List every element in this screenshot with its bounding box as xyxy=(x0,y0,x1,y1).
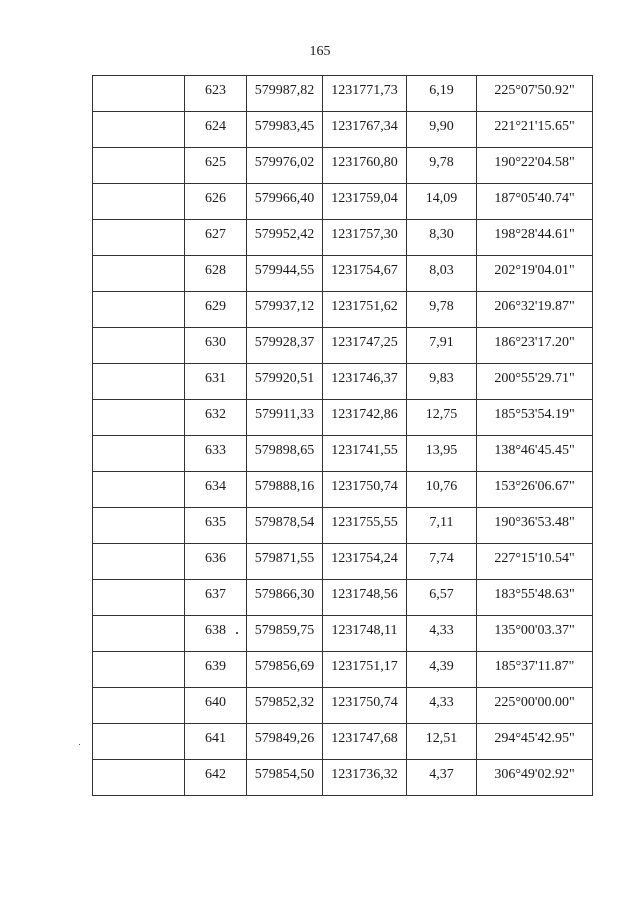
length-cell: 9,78 xyxy=(407,292,477,328)
angle-cell: 221°21'15.65" xyxy=(477,112,593,148)
y-coordinate-cell: 1231759,04 xyxy=(323,184,407,220)
length-cell: 7,74 xyxy=(407,544,477,580)
table-row xyxy=(93,328,593,364)
length-cell: 6,19 xyxy=(407,76,477,112)
point-number-cell: 630 xyxy=(185,328,247,364)
blank-cell xyxy=(93,148,185,184)
length-cell: 9,90 xyxy=(407,112,477,148)
length-cell: 7,11 xyxy=(407,508,477,544)
y-coordinate-cell: 1231757,30 xyxy=(323,220,407,256)
point-number-cell: 636 xyxy=(185,544,247,580)
y-coordinate-cell: 1231748,56 xyxy=(323,580,407,616)
point-number-cell: 632 xyxy=(185,400,247,436)
x-coordinate-cell: 579911,33 xyxy=(247,400,323,436)
x-coordinate-cell: 579987,82 xyxy=(247,76,323,112)
coordinates-table xyxy=(92,75,593,796)
angle-cell: 186°23'17.20" xyxy=(477,328,593,364)
y-coordinate-cell: 1231755,55 xyxy=(323,508,407,544)
length-cell: 13,95 xyxy=(407,436,477,472)
point-number-cell: 631 xyxy=(185,364,247,400)
angle-cell: 153°26'06.67" xyxy=(477,472,593,508)
length-cell: 10,76 xyxy=(407,472,477,508)
x-coordinate-cell: 579878,54 xyxy=(247,508,323,544)
angle-cell: 294°45'42.95" xyxy=(477,724,593,760)
point-number-cell: 641 xyxy=(185,724,247,760)
length-cell: 7,91 xyxy=(407,328,477,364)
x-coordinate-cell: 579983,45 xyxy=(247,112,323,148)
x-coordinate-cell: 579966,40 xyxy=(247,184,323,220)
y-coordinate-cell: 1231747,68 xyxy=(323,724,407,760)
y-coordinate-cell: 1231754,67 xyxy=(323,256,407,292)
table-row xyxy=(93,508,593,544)
blank-cell xyxy=(93,760,185,796)
blank-cell xyxy=(93,184,185,220)
table-row xyxy=(93,724,593,760)
x-coordinate-cell: 579859,75 xyxy=(247,616,323,652)
blank-cell xyxy=(93,724,185,760)
table-row xyxy=(93,112,593,148)
length-cell: 8,30 xyxy=(407,220,477,256)
point-number-cell: 625 xyxy=(185,148,247,184)
length-cell: 6,57 xyxy=(407,580,477,616)
length-cell: 9,83 xyxy=(407,364,477,400)
length-cell: 8,03 xyxy=(407,256,477,292)
y-coordinate-cell: 1231742,86 xyxy=(323,400,407,436)
table-row xyxy=(93,544,593,580)
table-row xyxy=(93,256,593,292)
angle-cell: 187°05'40.74" xyxy=(477,184,593,220)
table-row xyxy=(93,436,593,472)
table-row xyxy=(93,652,593,688)
table-row xyxy=(93,220,593,256)
y-coordinate-cell: 1231760,80 xyxy=(323,148,407,184)
x-coordinate-cell: 579976,02 xyxy=(247,148,323,184)
x-coordinate-cell: 579888,16 xyxy=(247,472,323,508)
blank-cell xyxy=(93,256,185,292)
coordinates-table-body xyxy=(93,76,593,796)
y-coordinate-cell: 1231741,55 xyxy=(323,436,407,472)
blank-cell xyxy=(93,400,185,436)
point-number-cell: 642 xyxy=(185,760,247,796)
blank-cell xyxy=(93,220,185,256)
blank-cell xyxy=(93,652,185,688)
scan-speck xyxy=(79,744,80,745)
angle-cell: 206°32'19.87" xyxy=(477,292,593,328)
angle-cell: 225°00'00.00" xyxy=(477,688,593,724)
point-number-cell: 629 xyxy=(185,292,247,328)
point-number-cell: 637 xyxy=(185,580,247,616)
table-row xyxy=(93,400,593,436)
table-row xyxy=(93,364,593,400)
x-coordinate-cell: 579928,37 xyxy=(247,328,323,364)
y-coordinate-cell: 1231771,73 xyxy=(323,76,407,112)
x-coordinate-cell: 579866,30 xyxy=(247,580,323,616)
point-number-cell: 624 xyxy=(185,112,247,148)
blank-cell xyxy=(93,616,185,652)
blank-cell xyxy=(93,328,185,364)
x-coordinate-cell: 579849,26 xyxy=(247,724,323,760)
x-coordinate-cell: 579856,69 xyxy=(247,652,323,688)
blank-cell xyxy=(93,436,185,472)
angle-cell: 227°15'10.54" xyxy=(477,544,593,580)
table-row xyxy=(93,472,593,508)
table-row xyxy=(93,184,593,220)
y-coordinate-cell: 1231736,32 xyxy=(323,760,407,796)
y-coordinate-cell: 1231767,34 xyxy=(323,112,407,148)
angle-cell: 190°36'53.48" xyxy=(477,508,593,544)
point-number-cell: 633 xyxy=(185,436,247,472)
x-coordinate-cell: 579920,51 xyxy=(247,364,323,400)
x-coordinate-cell: 579871,55 xyxy=(247,544,323,580)
x-coordinate-cell: 579937,12 xyxy=(247,292,323,328)
angle-cell: 306°49'02.92" xyxy=(477,760,593,796)
length-cell: 4,39 xyxy=(407,652,477,688)
table-row xyxy=(93,580,593,616)
point-number-cell: 626 xyxy=(185,184,247,220)
angle-cell: 185°37'11.87" xyxy=(477,652,593,688)
y-coordinate-cell: 1231748,11 xyxy=(323,616,407,652)
length-cell: 12,75 xyxy=(407,400,477,436)
y-coordinate-cell: 1231751,17 xyxy=(323,652,407,688)
table-row xyxy=(93,76,593,112)
angle-cell: 202°19'04.01" xyxy=(477,256,593,292)
length-cell: 4,37 xyxy=(407,760,477,796)
y-coordinate-cell: 1231747,25 xyxy=(323,328,407,364)
point-number-cell: 623 xyxy=(185,76,247,112)
blank-cell xyxy=(93,292,185,328)
table-row xyxy=(93,148,593,184)
angle-cell: 138°46'45.45" xyxy=(477,436,593,472)
point-number-cell: 635 xyxy=(185,508,247,544)
blank-cell xyxy=(93,76,185,112)
length-cell: 12,51 xyxy=(407,724,477,760)
x-coordinate-cell: 579854,50 xyxy=(247,760,323,796)
point-number-cell: 638 xyxy=(185,616,247,652)
angle-cell: 183°55'48.63" xyxy=(477,580,593,616)
scan-speck xyxy=(236,632,238,634)
y-coordinate-cell: 1231751,62 xyxy=(323,292,407,328)
table-row xyxy=(93,616,593,652)
point-number-cell: 634 xyxy=(185,472,247,508)
length-cell: 14,09 xyxy=(407,184,477,220)
blank-cell xyxy=(93,364,185,400)
length-cell: 4,33 xyxy=(407,616,477,652)
point-number-cell: 628 xyxy=(185,256,247,292)
table-row xyxy=(93,688,593,724)
blank-cell xyxy=(93,580,185,616)
point-number-cell: 639 xyxy=(185,652,247,688)
table-row xyxy=(93,292,593,328)
blank-cell xyxy=(93,688,185,724)
angle-cell: 190°22'04.58" xyxy=(477,148,593,184)
x-coordinate-cell: 579898,65 xyxy=(247,436,323,472)
angle-cell: 185°53'54.19" xyxy=(477,400,593,436)
point-number-cell: 640 xyxy=(185,688,247,724)
length-cell: 9,78 xyxy=(407,148,477,184)
blank-cell xyxy=(93,112,185,148)
angle-cell: 200°55'29.71" xyxy=(477,364,593,400)
blank-cell xyxy=(93,508,185,544)
y-coordinate-cell: 1231750,74 xyxy=(323,472,407,508)
blank-cell xyxy=(93,472,185,508)
y-coordinate-cell: 1231754,24 xyxy=(323,544,407,580)
y-coordinate-cell: 1231750,74 xyxy=(323,688,407,724)
point-number-cell: 627 xyxy=(185,220,247,256)
angle-cell: 225°07'50.92" xyxy=(477,76,593,112)
angle-cell: 198°28'44.61" xyxy=(477,220,593,256)
blank-cell xyxy=(93,544,185,580)
x-coordinate-cell: 579852,32 xyxy=(247,688,323,724)
table-row xyxy=(93,760,593,796)
x-coordinate-cell: 579944,55 xyxy=(247,256,323,292)
x-coordinate-cell: 579952,42 xyxy=(247,220,323,256)
y-coordinate-cell: 1231746,37 xyxy=(323,364,407,400)
angle-cell: 135°00'03.37" xyxy=(477,616,593,652)
length-cell: 4,33 xyxy=(407,688,477,724)
page-number: 165 xyxy=(309,44,331,59)
